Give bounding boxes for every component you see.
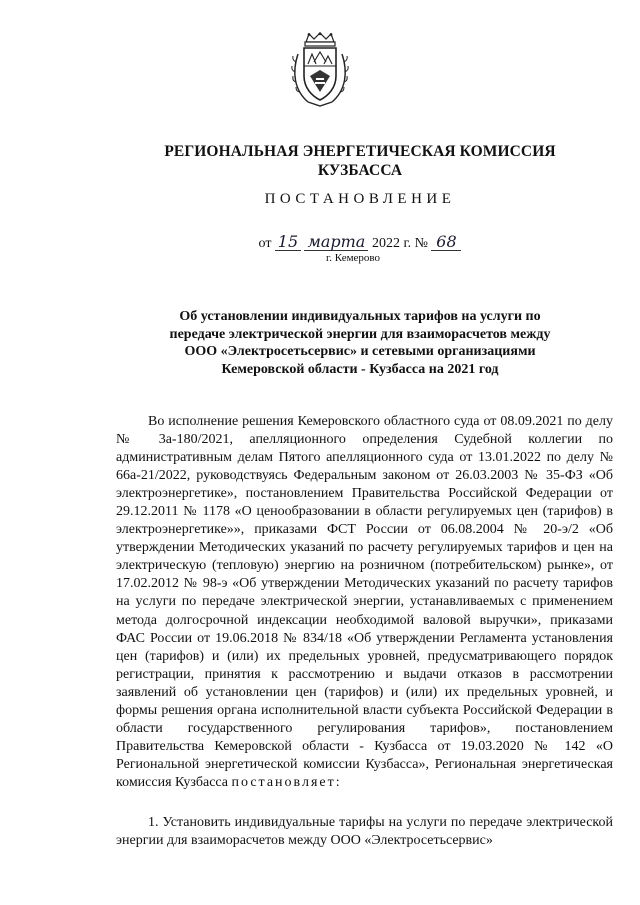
item-1: 1. Установить индивидуальные тарифы на услуги по передаче электрической энергии для взаиморасчетов между ООО «Электросетьсервис» — [116, 815, 613, 849]
date-number-line — [160, 234, 560, 252]
subject-line1: Об установлении индивидуальных тарифов на услуги по — [179, 309, 541, 324]
date-prefix: от — [258, 236, 272, 251]
subject-line3: ООО «Электросетьсервис» и сетевыми организациями — [184, 344, 536, 359]
handwritten-month: марта — [304, 234, 368, 251]
commission-name-line1: РЕГИОНАЛЬНАЯ ЭНЕРГЕТИЧЕСКАЯ КОМИССИЯ — [164, 143, 556, 160]
subject-line4: Кемеровской области - Кузбасса на 2021 год — [221, 361, 499, 377]
coat-of-arms-icon — [290, 32, 350, 110]
decree-word: постановляет: — [231, 774, 342, 790]
commission-name-line2: КУЗБАССА — [317, 162, 403, 179]
handwritten-day: 15 — [275, 234, 301, 251]
document-type: ПОСТАНОВЛЕНИЕ — [264, 191, 456, 207]
preamble-paragraph — [116, 413, 613, 792]
document-subject — [150, 308, 570, 378]
number-sign: № — [414, 236, 428, 251]
subject-line2: передаче электрической энергии для взаиморасчетов между — [169, 326, 551, 342]
preamble-text: Во исполнение решения Кемеровского областного суда от 08.09.2021 по делу № 3а-180/2021, апелляционного определения Судебной коллегии по административным делам Пятого апелляционного суда от 13.01.2022 по делу № 66а-21/2022, руководствуясь Федеральным законом от 26.03.2003 № 35-ФЗ «Об электроэнергетике», постановлением Правительства Российской Федерации от 29.12.2011 № 1178 «О ценообразовании в области регулируемых цен (тарифов) в электроэнергетике»», приказами ФСТ России от 06.08.2004 № 20-э/2 «Об утверждении Методических указаний по расчету регулируемых тарифов и цен на электрическую (тепловую) энергию на розничном (потребительском) рынке», от 17.02.2012 № 98-э «Об утверждении Методических указаний по расчету тарифов на услуги по передаче электрической энергии, устанавливаемых с применением метода долгосрочной индексации необходимой валовой выручки», приказами ФАС России от 19.06.2018 № 834/18 «Об утверждении Регламента установления цен (тарифов) и (или) их предельных уровней, предусматривающего порядок регистрации, принятия к рассмотрению и выдачи отказов в рассмотрении заявлений об установлении цен (тарифов) и (или) их предельных уровней, и формы решения органа исполнительной власти субъекта Российской Федерации в области государственного регулирования тарифов», постановлением Правительства Кемеровской области - Кузбасса от 19.03.2020 № 142 «О Региональной энергетической комиссии Кузбасса», Региональная энергетическая комиссия Кузбасса — [116, 414, 613, 790]
date-year: 2022 г. — [371, 236, 412, 251]
handwritten-number: 68 — [431, 234, 461, 251]
commission-name — [160, 142, 560, 180]
city: г. Кемерово — [326, 252, 381, 264]
